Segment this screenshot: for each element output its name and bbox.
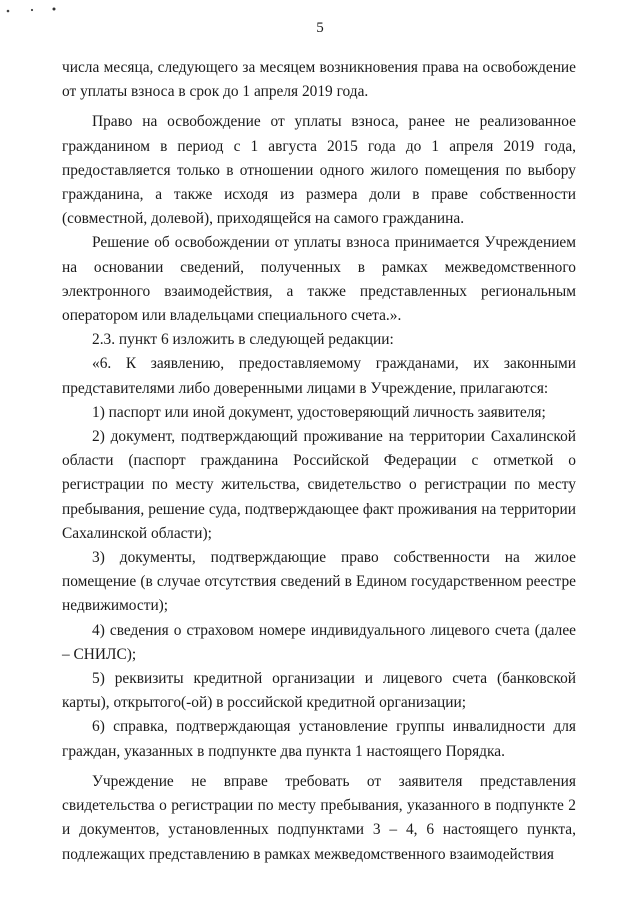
document-body bbox=[62, 56, 576, 867]
paragraph-point-6: «6. К заявлению, предоставляемому гражданами, их законными представителями либо доверенными лицами в Учреждение, прилагаются: bbox=[62, 355, 576, 397]
list-item-3: 3) документы, подтверждающие право собственности на жилое помещение (в случае отсутствия сведений в Едином государственном реестре недвижимости); bbox=[62, 549, 576, 615]
list-item-4: 4) сведения о страховом номере индивидуального лицевого счета (далее – СНИЛС); bbox=[62, 621, 576, 663]
list-item-2: 2) документ, подтверждающий проживание на территории Сахалинской области (паспорт гражданина Российской Федерации с отметкой о регистрации по месту жительства, свидетельство о регистрации по месту пребывания, решение суда, подтверждающее факт проживания на территории Сахалинской области); bbox=[62, 428, 576, 542]
list-item-5: 5) реквизиты кредитной организации и лицевого счета (банковской карты), открытого(-ой) в российской кредитной организации; bbox=[62, 670, 576, 712]
list-item-6: 6) справка, подтверждающая установление группы инвалидности для граждан, указанных в подпункте два пункта 1 настоящего Порядка. bbox=[62, 718, 576, 760]
page-number: 5 bbox=[316, 20, 324, 36]
paragraph-institution-restriction: Учреждение не вправе требовать от заявителя представления свидетельства о регистрации по месту пребывания, указанного в подпункте 2 и документов, установленных подпунктами 3 – 4, 6 настоящего пункта, подлежащих представлению в рамках межведомственного взаимодействия bbox=[62, 772, 576, 863]
paragraph-continuation: числа месяца, следующего за месяцем возникновения права на освобождение от уплаты взноса в срок до 1 апреля 2019 года. bbox=[62, 59, 576, 101]
paragraph-exemption-right: Право на освобождение от уплаты взноса, ранее не реализованное гражданином в период с 1 августа 2015 года до 1 апреля 2019 года, предоставляется только в отношении одного жилого помещения по выбору гражданина, а также исходя из размера доли в праве собственности (совместной, долевой), приходящейся на самого гражданина. bbox=[62, 113, 576, 228]
paragraph-amendment-intro: 2.3. пункт 6 изложить в следующей редакции: bbox=[92, 331, 394, 349]
scan-specks bbox=[4, 4, 64, 16]
list-item-1: 1) паспорт или иной документ, удостоверяющий личность заявителя; bbox=[92, 403, 546, 421]
paragraph-exemption-decision: Решение об освобождении от уплаты взноса принимается Учреждением на основании сведений, полученных в рамках межведомственного электронного взаимодействия, а также представленных региональным оператором или владельцами специального счета.». bbox=[62, 234, 576, 325]
